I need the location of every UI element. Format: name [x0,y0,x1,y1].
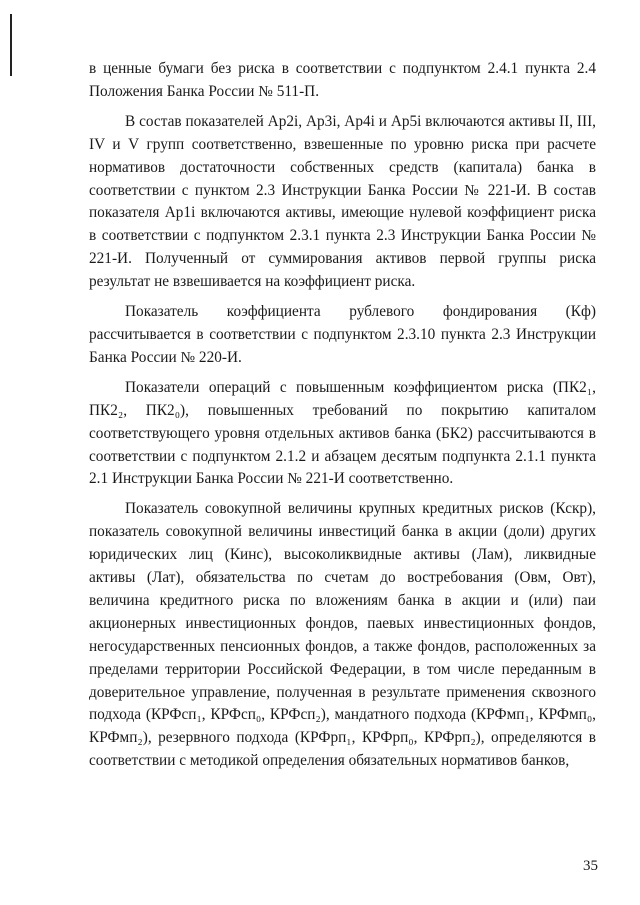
page-body [89,58,596,780]
paragraph-continuation: в ценные бумаги без риска в соответствии с подпунктом 2.4.1 пункта 2.4 Положения Банка России № 511-П. [89,60,596,100]
paragraph-kf: Показатель коэффициента рублевого фондирования (Кф) рассчитывается в соответствии с подпунктом 2.3.10 пункта 2.3 Инструкции Банка России № 220-И. [89,303,596,366]
paragraph-kskr: Показатель совокупной величины крупных кредитных рисков (Кскр), показатель совокупной величины инвестиций банка в акции (доли) других юридических лиц (Кинс), высоколиквидные активы (Лам), ликвидные активы (Лат), обязательства по счетам до востребования (Овм, Овт), величина кредитного риска по вложениям банка в акции и (или) паи акционерных инвестиционных фондов, паевых инвестиционных фондов, негосударственных пенсионных фондов, а также фондов, расположенных за пределами территории Российской Федерации, в том числе переданным в доверительное управление, полученная в результате применения сквозного подхода (КРФсп₁, КРФсп₀, КРФсп₂), мандатного подхода (КРФмп₁, КРФмп₀, КРФмп₂), резервного подхода (КРФрп₁, КРФрп₀, КРФрп₂), определяются в соответствии с методикой определения обязательных нормативов банков, [89,500,596,770]
paragraph-ar-groups: В состав показателей Ар2i, Ар3i, Ар4i и Ар5i включаются активы II, III, IV и V групп соответственно, взвешенные по уровню риска при расчете нормативов достаточности собственных средств (капитала) банка в соответствии с пунктом 2.3 Инструкции Банка России № 221-И. В состав показателя Ар1i включаются активы, имеющие нулевой коэффициент риска в соответствии с подпунктом 2.3.1 пункта 2.3 Инструкции Банка России № 221-И. Полученный от суммирования активов первой группы риска результат не взвешивается на коэффициент риска. [89,112,596,291]
scan-edge-mark [10,14,12,76]
paragraph-pk2: Показатели операций с повышенным коэффициентом риска (ПК2₁, ПК2₂, ПК2₀), повышенных требований по покрытию капиталом соответствующего уровня отдельных активов банка (БК2) рассчитываются в соответствии с подпунктом 2.1.2 и абзацем десятым подпункта 2.1.1 пункта 2.1 Инструкции Банка России № 221-И соответственно. [89,378,596,488]
page-number: 35 [583,858,598,874]
